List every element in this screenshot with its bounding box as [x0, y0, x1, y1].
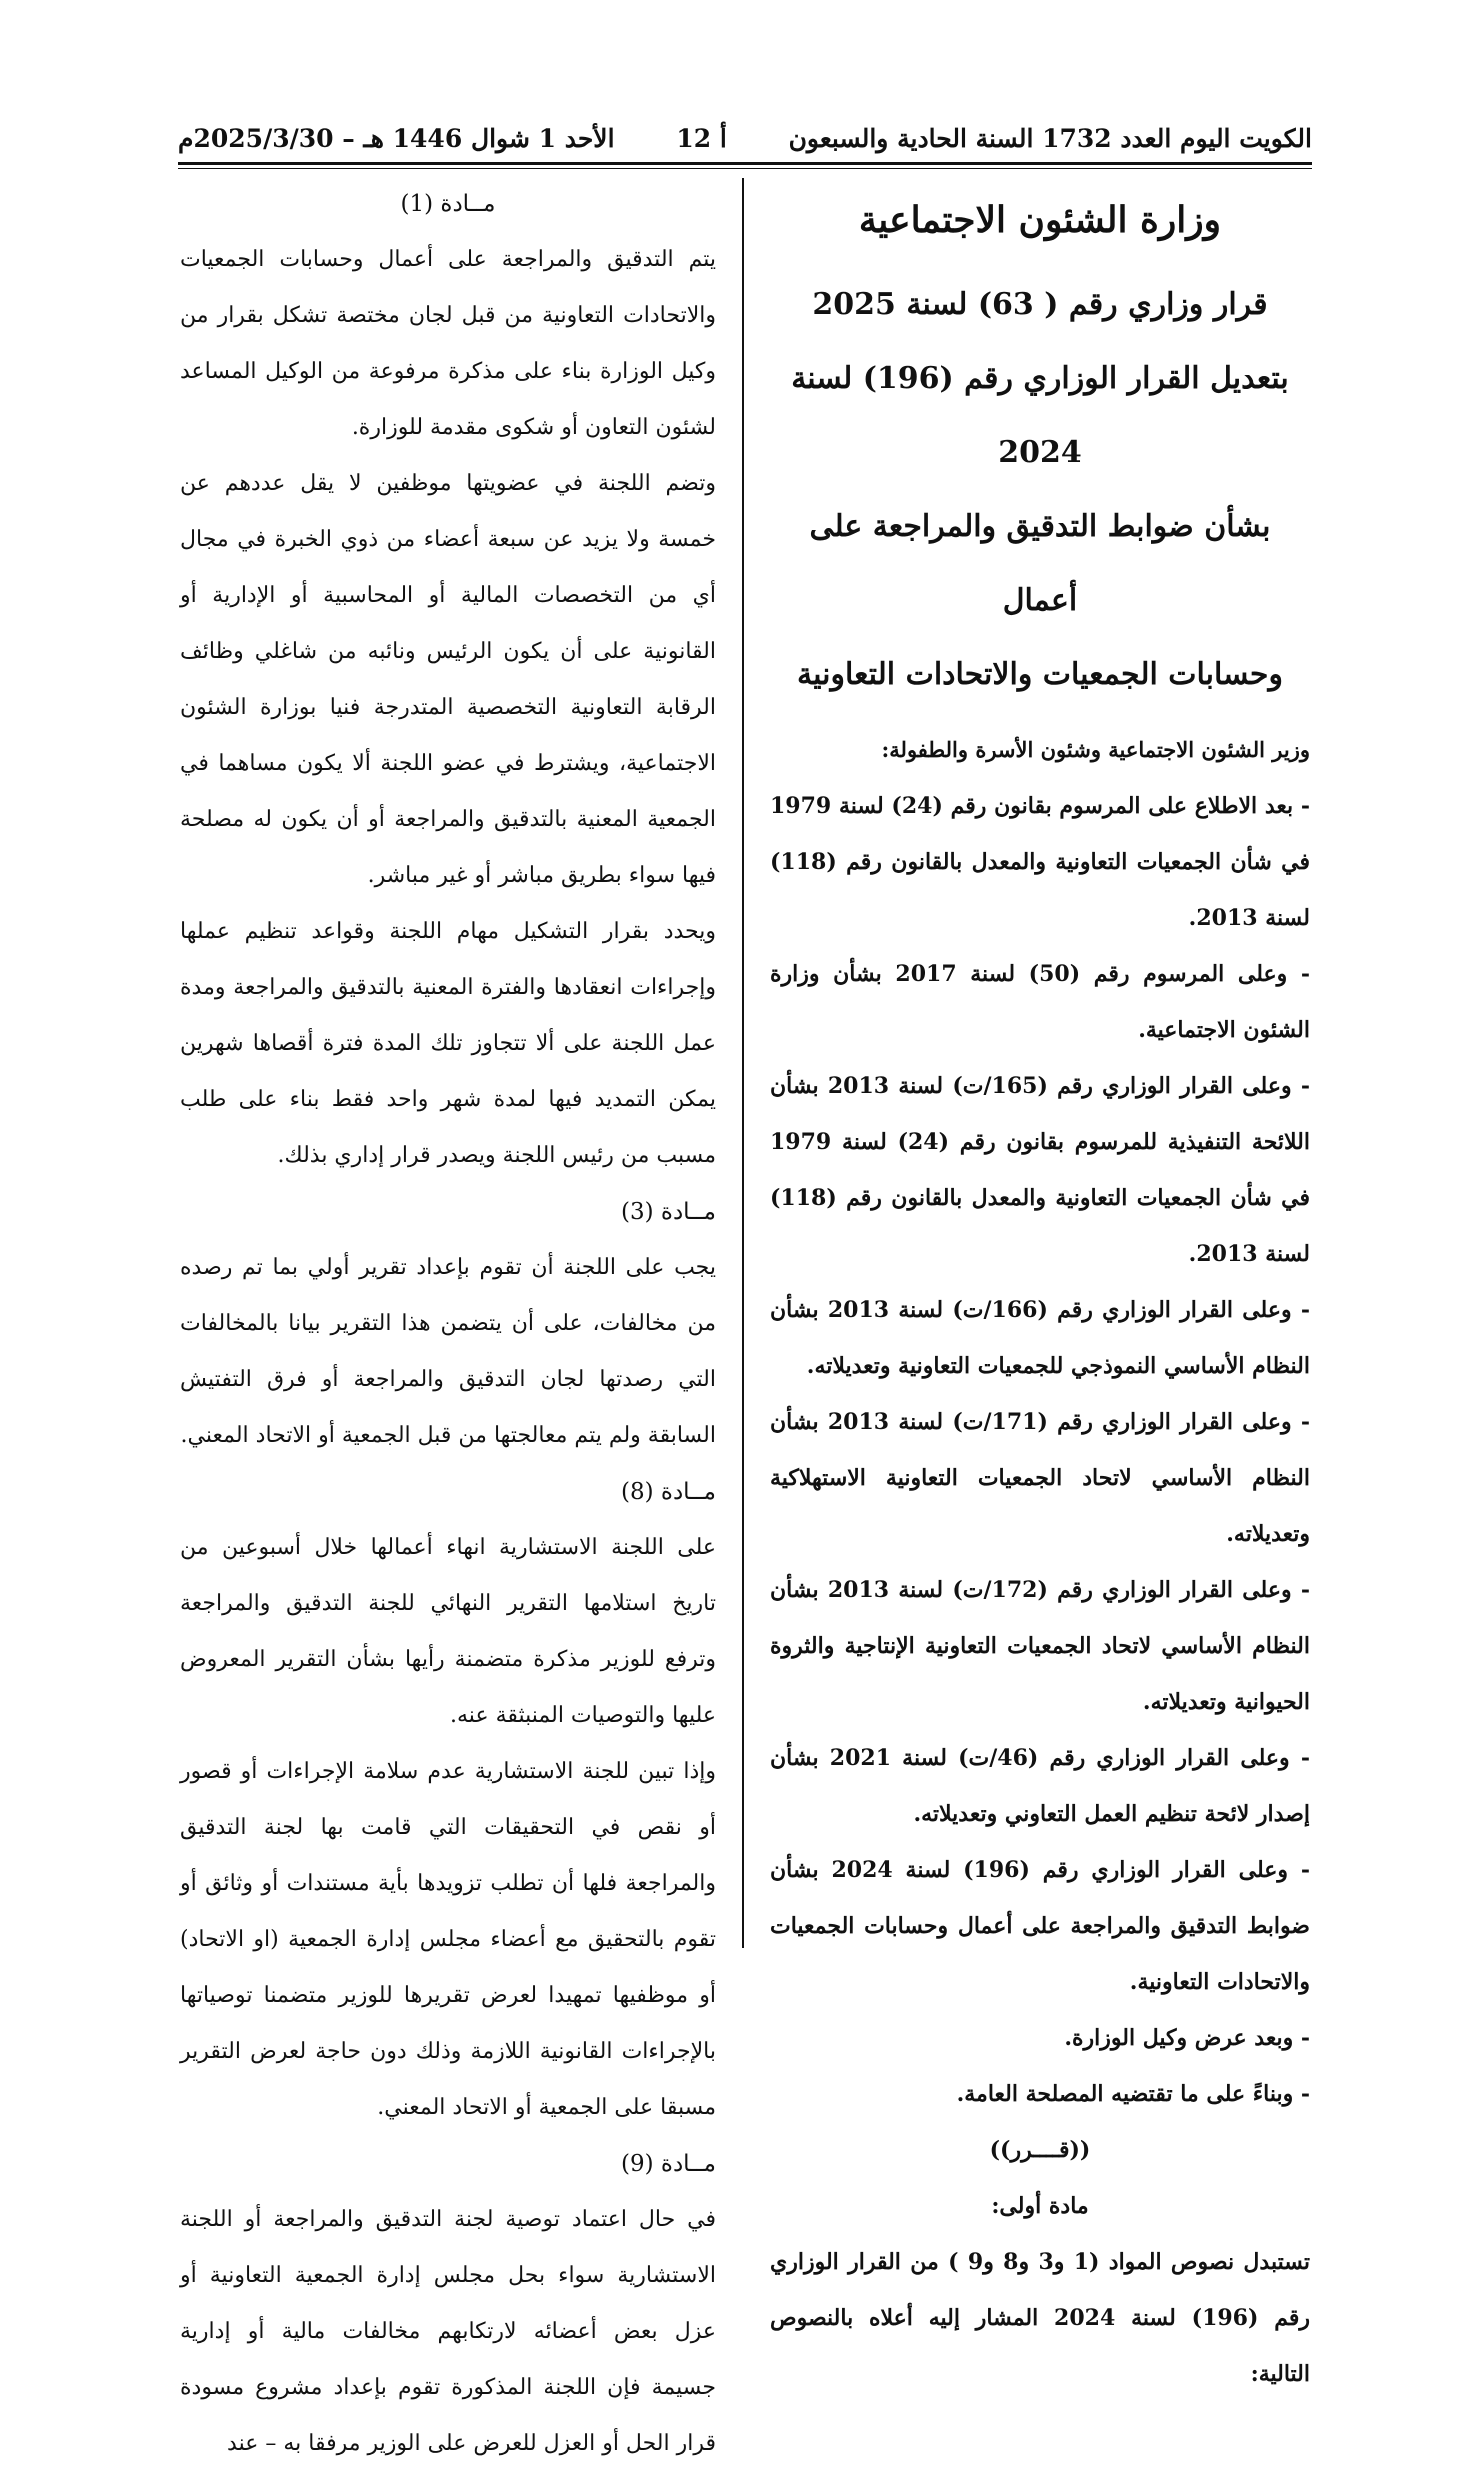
decree-title-line: بتعديل القرار الوزاري رقم (196) لسنة 2024 — [791, 361, 1289, 470]
left-column — [180, 176, 716, 2472]
header-date: الأحد 1 شوال 1446 هـ – 2025/3/30م — [178, 123, 615, 153]
header-gazette-issue: الكويت اليوم العدد 1732 السنة الحادية والسبعون — [788, 123, 1312, 153]
recital: - وعلى القرار الوزاري رقم (46/ت) لسنة 2021 بشأن إصدار لائحة تنظيم العمل التعاوني وتعديلاته. — [770, 1745, 1310, 1827]
decree-title-line: بشأن ضوابط التدقيق والمراجعة على أعمال — [809, 509, 1271, 618]
article-1-paragraph: ويحدد بقرار التشكيل مهام اللجنة وقواعد تنظيم عملها وإجراءات انعقادها والفترة المعنية بالتدقيق والمراجعة ومدة عمل اللجنة على ألا تتجاوز تلك المدة فترة أقصاها شهرين يمكن التمديد فيها لمدة شهر واحد فقط بناء على طلب مسبب من رئيس اللجنة ويصدر قرار إداري بذلك. — [180, 919, 716, 1168]
first-article-label: مادة أولى: — [991, 2193, 1089, 2219]
decree-title-line: وحسابات الجمعيات والاتحادات التعاونية — [797, 657, 1283, 692]
recital: - وعلى المرسوم رقم (50) لسنة 2017 بشأن وزارة الشئون الاجتماعية. — [770, 961, 1310, 1043]
decree-title-line: قرار وزاري رقم ( 63) لسنة 2025 — [812, 287, 1268, 322]
article-3-paragraph: يجب على اللجنة أن تقوم بإعداد تقرير أولي بما تم رصده من مخالفات، على أن يتضمن هذا التقرير بيانا بالمخالفات التي رصدتها لجان التدقيق والمراجعة أو فرق التفتيش السابقة ولم يتم معالجتها من قبل الجمعية أو الاتحاد المعني. — [180, 1255, 716, 1448]
recital: - وبناءً على ما تقتضيه المصلحة العامة. — [956, 2081, 1310, 2107]
header-rule-thick — [178, 162, 1312, 165]
article-9-heading: مــادة (9) — [620, 2151, 716, 2177]
article-8-paragraph: على اللجنة الاستشارية انهاء أعمالها خلال أسبوعين من تاريخ استلامها التقرير النهائي للجنة التدقيق والمراجعة وترفع للوزير مذكرة متضمنة رأيها بشأن التقرير المعروض عليها والتوصيات المنبثقة عنه. — [180, 1535, 716, 1728]
ministry-heading: وزارة الشئون الاجتماعية — [858, 199, 1222, 241]
minister-intro: وزير الشئون الاجتماعية وشئون الأسرة والطفولة: — [881, 737, 1310, 762]
article-3-heading: مــادة (3) — [620, 1199, 716, 1225]
recital: - وعلى القرار الوزاري رقم (172/ت) لسنة 2013 بشأن النظام الأساسي لاتحاد الجمعيات التعاونية الإنتاجية والثروة الحيوانية وتعديلاته. — [770, 1577, 1310, 1715]
recital: - وعلى القرار الوزاري رقم (196) لسنة 2024 بشأن ضوابط التدقيق والمراجعة على أعمال وحسابات الجمعيات والاتحادات التعاونية. — [770, 1857, 1310, 1995]
header-page-number: أ 12 — [676, 123, 727, 153]
article-8-heading: مــادة (8) — [620, 1479, 716, 1505]
article-1-heading: مــادة (1) — [400, 191, 496, 217]
article-1-paragraph: وتضم اللجنة في عضويتها موظفين لا يقل عددهم عن خمسة ولا يزيد عن سبعة أعضاء من ذوي الخبرة في مجال أي من التخصصات المالية أو المحاسبية أو الإدارية أو القانونية على أن يكون الرئيس ونائبه من شاغلي وظائف الرقابة التعاونية التخصصية المتدرجة فنيا بوزارة الشئون الاجتماعية، ويشترط في عضو اللجنة ألا يكون مساهما في الجمعية المعنية بالتدقيق والمراجعة أو أن يكون له مصلحة فيها سواء بطريق مباشر أو غير مباشر. — [180, 471, 716, 888]
recital: - وعلى القرار الوزاري رقم (171/ت) لسنة 2013 بشأن النظام الأساسي لاتحاد الجمعيات التعاونية الاستهلاكية وتعديلاته. — [770, 1409, 1310, 1547]
article-9-paragraph: في حال اعتماد توصية لجنة التدقيق والمراجعة أو اللجنة الاستشارية سواء بحل مجلس إدارة الجمعية التعاونية أو عزل بعض أعضائه لارتكابهم مخالفات مالية أو إدارية جسيمة فإن اللجنة المذكورة تقوم بإعداد مشروع مسودة قرار الحل أو العزل للعرض على الوزير مرفقا به – عند — [180, 2207, 716, 2456]
page-header — [178, 118, 1312, 158]
article-1-paragraph: يتم التدقيق والمراجعة على أعمال وحسابات الجمعيات والاتحادات التعاونية من قبل لجان مختصة تشكل بقرار من وكيل الوزارة بناء على مذكرة مرفوعة من الوكيل المساعد لشئون التعاون أو شكوى مقدمة للوزارة. — [180, 247, 716, 440]
decision-heading: ((قــــرر)) — [989, 2137, 1091, 2163]
first-article-text: تستبدل نصوص المواد (1 و3 و8 و9 ) من القرار الوزاري رقم (196) لسنة 2024 المشار إليه أعلاه بالنصوص التالية: — [770, 2249, 1310, 2387]
recital: - بعد الاطلاع على المرسوم بقانون رقم (24) لسنة 1979 في شأن الجمعيات التعاونية والمعدل بالقانون رقم (118) لسنة 2013. — [770, 793, 1310, 931]
recital: - وبعد عرض وكيل الوزارة. — [1064, 2025, 1310, 2051]
recital: - وعلى القرار الوزاري رقم (166/ت) لسنة 2013 بشأن النظام الأساسي النموذجي للجمعيات التعاونية وتعديلاته. — [770, 1297, 1310, 1379]
recital: - وعلى القرار الوزاري رقم (165/ت) لسنة 2013 بشأن اللائحة التنفيذية للمرسوم بقانون رقم (24) لسنة 1979 في شأن الجمعيات التعاونية والمعدل بالقانون رقم (118) لسنة 2013. — [770, 1073, 1310, 1267]
article-8-paragraph: وإذا تبين للجنة الاستشارية عدم سلامة الإجراءات أو قصور أو نقص في التحقيقات التي قامت بها لجنة التدقيق والمراجعة فلها أن تطلب تزويدها بأية مستندات أو وثائق أو تقوم بالتحقيق مع أعضاء مجلس إدارة الجمعية (او الاتحاد) أو موظفيها تمهيدا لعرض تقريرها للوزير متضمنا توصياتها بالإجراءات القانونية اللازمة وذلك دون حاجة لعرض التقرير مسبقا على الجمعية أو الاتحاد المعني. — [180, 1759, 716, 2120]
column-divider — [742, 178, 744, 1948]
header-rule-thin — [178, 168, 1312, 169]
right-column — [770, 180, 1310, 2402]
